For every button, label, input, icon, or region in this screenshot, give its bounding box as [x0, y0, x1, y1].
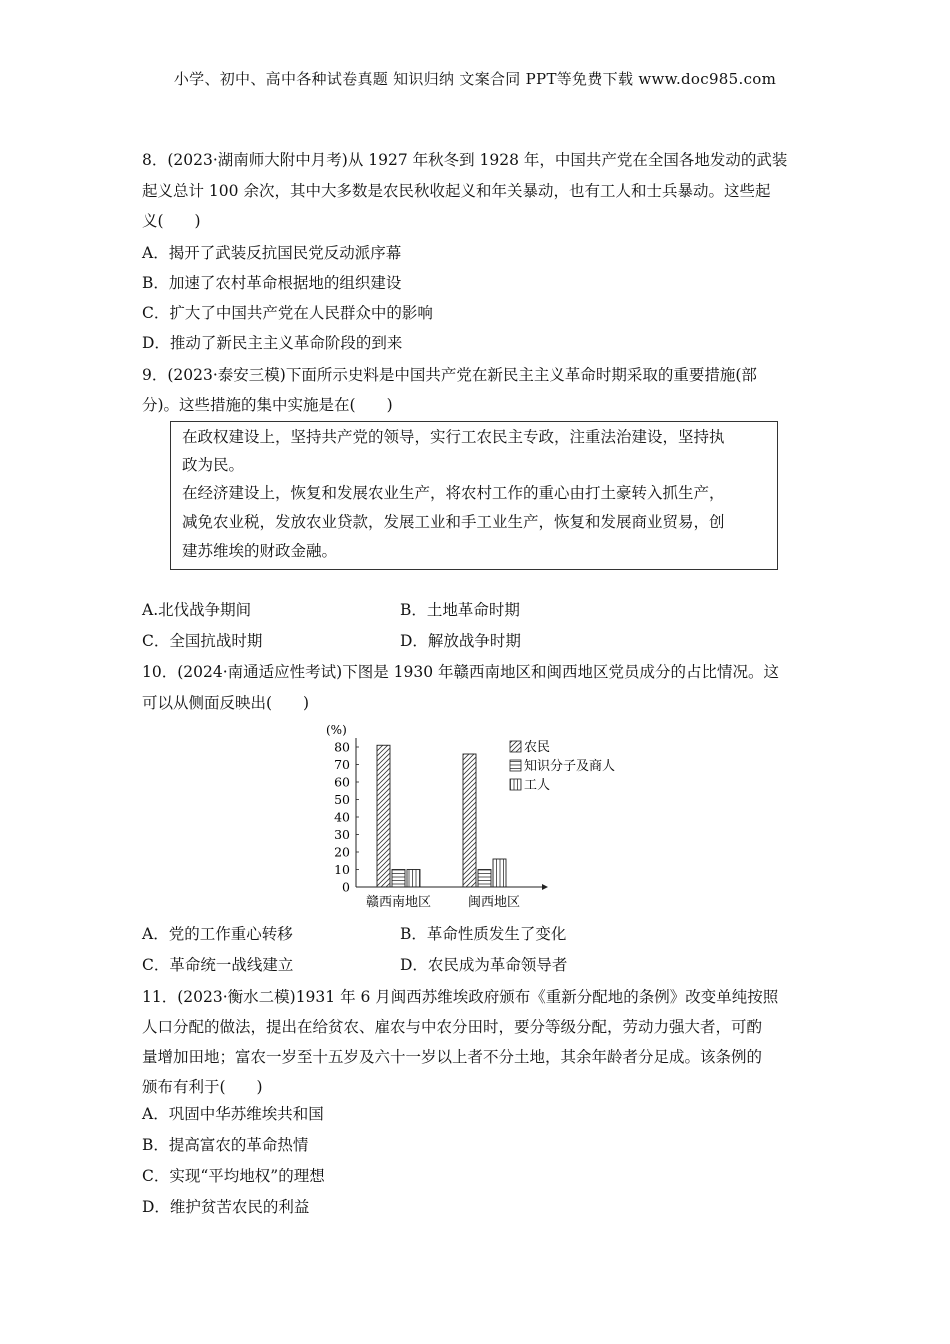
- q8-option-d: D．推动了新民主主义革命阶段的到来: [142, 334, 403, 352]
- q9-stem-line1: 9．(2023·泰安三模)下面所示史料是中国共产党在新民主主义革命时期采取的重要措施(部: [142, 366, 757, 384]
- q8-option-b: B．加速了农村革命根据地的组织建设: [142, 274, 402, 292]
- q11-stem-line3: 量增加田地；富农一岁至十五岁及六十一岁以上者不分土地，其余年龄者分足成。该条例的: [142, 1048, 763, 1066]
- legend-swatch-intellectuals: [510, 760, 521, 771]
- q9-option-b: B．土地革命时期: [400, 601, 520, 619]
- y-tick-label: 0: [342, 879, 350, 895]
- q10-stem-line1: 10．(2024·南通适应性考试)下图是 1930 年赣西南地区和闽西地区党员成分的占比情况。这: [142, 663, 779, 681]
- q10-option-b: B．革命性质发生了变化: [400, 925, 567, 943]
- q10-option-d: D．农民成为革命领导者: [400, 956, 568, 974]
- legend-swatch-workers: [510, 779, 521, 790]
- y-tick-label: 40: [334, 809, 350, 825]
- bar-ganxinan-intellectuals: [392, 870, 405, 888]
- y-tick-label: 70: [334, 757, 350, 772]
- q8-option-a: A．揭开了武装反抗国民党反动派序幕: [142, 244, 402, 262]
- q9-stem-line2: 分)。这些措施的集中实施是在( ): [142, 396, 393, 414]
- q11-option-a: A．巩固中华苏维埃共和国: [142, 1105, 324, 1123]
- q9-box-line3: 在经济建设上，恢复和发展农业生产，将农村工作的重心由打土豪转入抓生产，: [182, 484, 725, 502]
- party-membership-chart: [320, 718, 640, 918]
- q8-stem-line1: 8．(2023·湖南师大附中月考)从 1927 年秋冬到 1928 年，中国共产党在全国各地发动的武装: [142, 151, 788, 169]
- x-axis-arrow: [542, 884, 548, 890]
- y-tick-label: 30: [334, 827, 350, 842]
- legend-swatch-farmers: [510, 741, 521, 752]
- q8-stem-line2: 起义总计 100 余次，其中大多数是农民秋收起义和年关暴动，也有工人和士兵暴动。这些起: [142, 182, 771, 200]
- y-axis-unit: (%): [326, 723, 347, 737]
- bar-ganxinan-workers: [407, 870, 420, 888]
- q10-stem-line2: 可以从侧面反映出( ): [142, 694, 310, 712]
- q9-box-line1: 在政权建设上，坚持共产党的领导，实行工农民主专政，注重法治建设，坚持执: [182, 428, 725, 446]
- bar-minxi-workers: [493, 859, 506, 887]
- page-header: 小学、初中、高中各种试卷真题 知识归纳 文案合同 PPT等免费下载 www.doc985.com: [173, 70, 777, 88]
- legend-label-workers: 工人: [524, 778, 551, 793]
- bar-minxi-intellectuals: [478, 870, 491, 888]
- q9-option-c: C．全国抗战时期: [142, 632, 263, 650]
- q11-option-b: B．提高富农的革命热情: [142, 1136, 309, 1154]
- q11-option-c: C．实现“平均地权”的理想: [142, 1167, 325, 1185]
- q8-stem-line3: 义( ): [142, 212, 201, 230]
- y-tick-label: 10: [334, 862, 350, 877]
- y-tick-label: 50: [334, 792, 350, 807]
- q11-stem-line4: 颁布有利于( ): [142, 1078, 263, 1096]
- bar-minxi-farmers: [463, 754, 476, 887]
- q11-option-d: D．维护贫苦农民的利益: [142, 1198, 310, 1216]
- chart-legend: [510, 740, 615, 793]
- q9-box-line2: 政为民。: [182, 456, 245, 474]
- q11-stem-line1: 11．(2023·衡水二模)1931 年 6 月闽西苏维埃政府颁布《重新分配地的条例》改变单纯按照: [142, 988, 779, 1006]
- y-tick-label: 20: [334, 844, 350, 860]
- q10-option-a: A．党的工作重心转移: [142, 925, 293, 943]
- q8-option-c: C．扩大了中国共产党在人民群众中的影响: [142, 304, 433, 322]
- q10-option-c: C．革命统一战线建立: [142, 956, 294, 974]
- q9-box-line5: 建苏维埃的财政金融。: [182, 542, 338, 560]
- q9-source-box: [170, 421, 778, 570]
- q9-option-a: A.北伐战争期间: [142, 601, 252, 619]
- q11-stem-line2: 人口分配的做法，提出在给贫农、雇农与中农分田时，要分等级分配，劳动力强大者，可酌: [142, 1018, 763, 1036]
- x-label-ganxinan: 赣西南地区: [366, 895, 432, 910]
- q9-option-d: D．解放战争时期: [400, 632, 521, 650]
- y-tick-label: 80: [334, 739, 350, 755]
- legend-label-farmers: 农民: [524, 740, 551, 755]
- q9-box-line4: 减免农业税，发放农业贷款，发展工业和手工业生产，恢复和发展商业贸易，创: [182, 513, 725, 531]
- y-tick-label: 60: [334, 774, 350, 790]
- legend-label-intellectuals: 知识分子及商人: [524, 759, 616, 774]
- bar-ganxinan-farmers: [377, 745, 390, 887]
- x-label-minxi: 闽西地区: [468, 895, 521, 910]
